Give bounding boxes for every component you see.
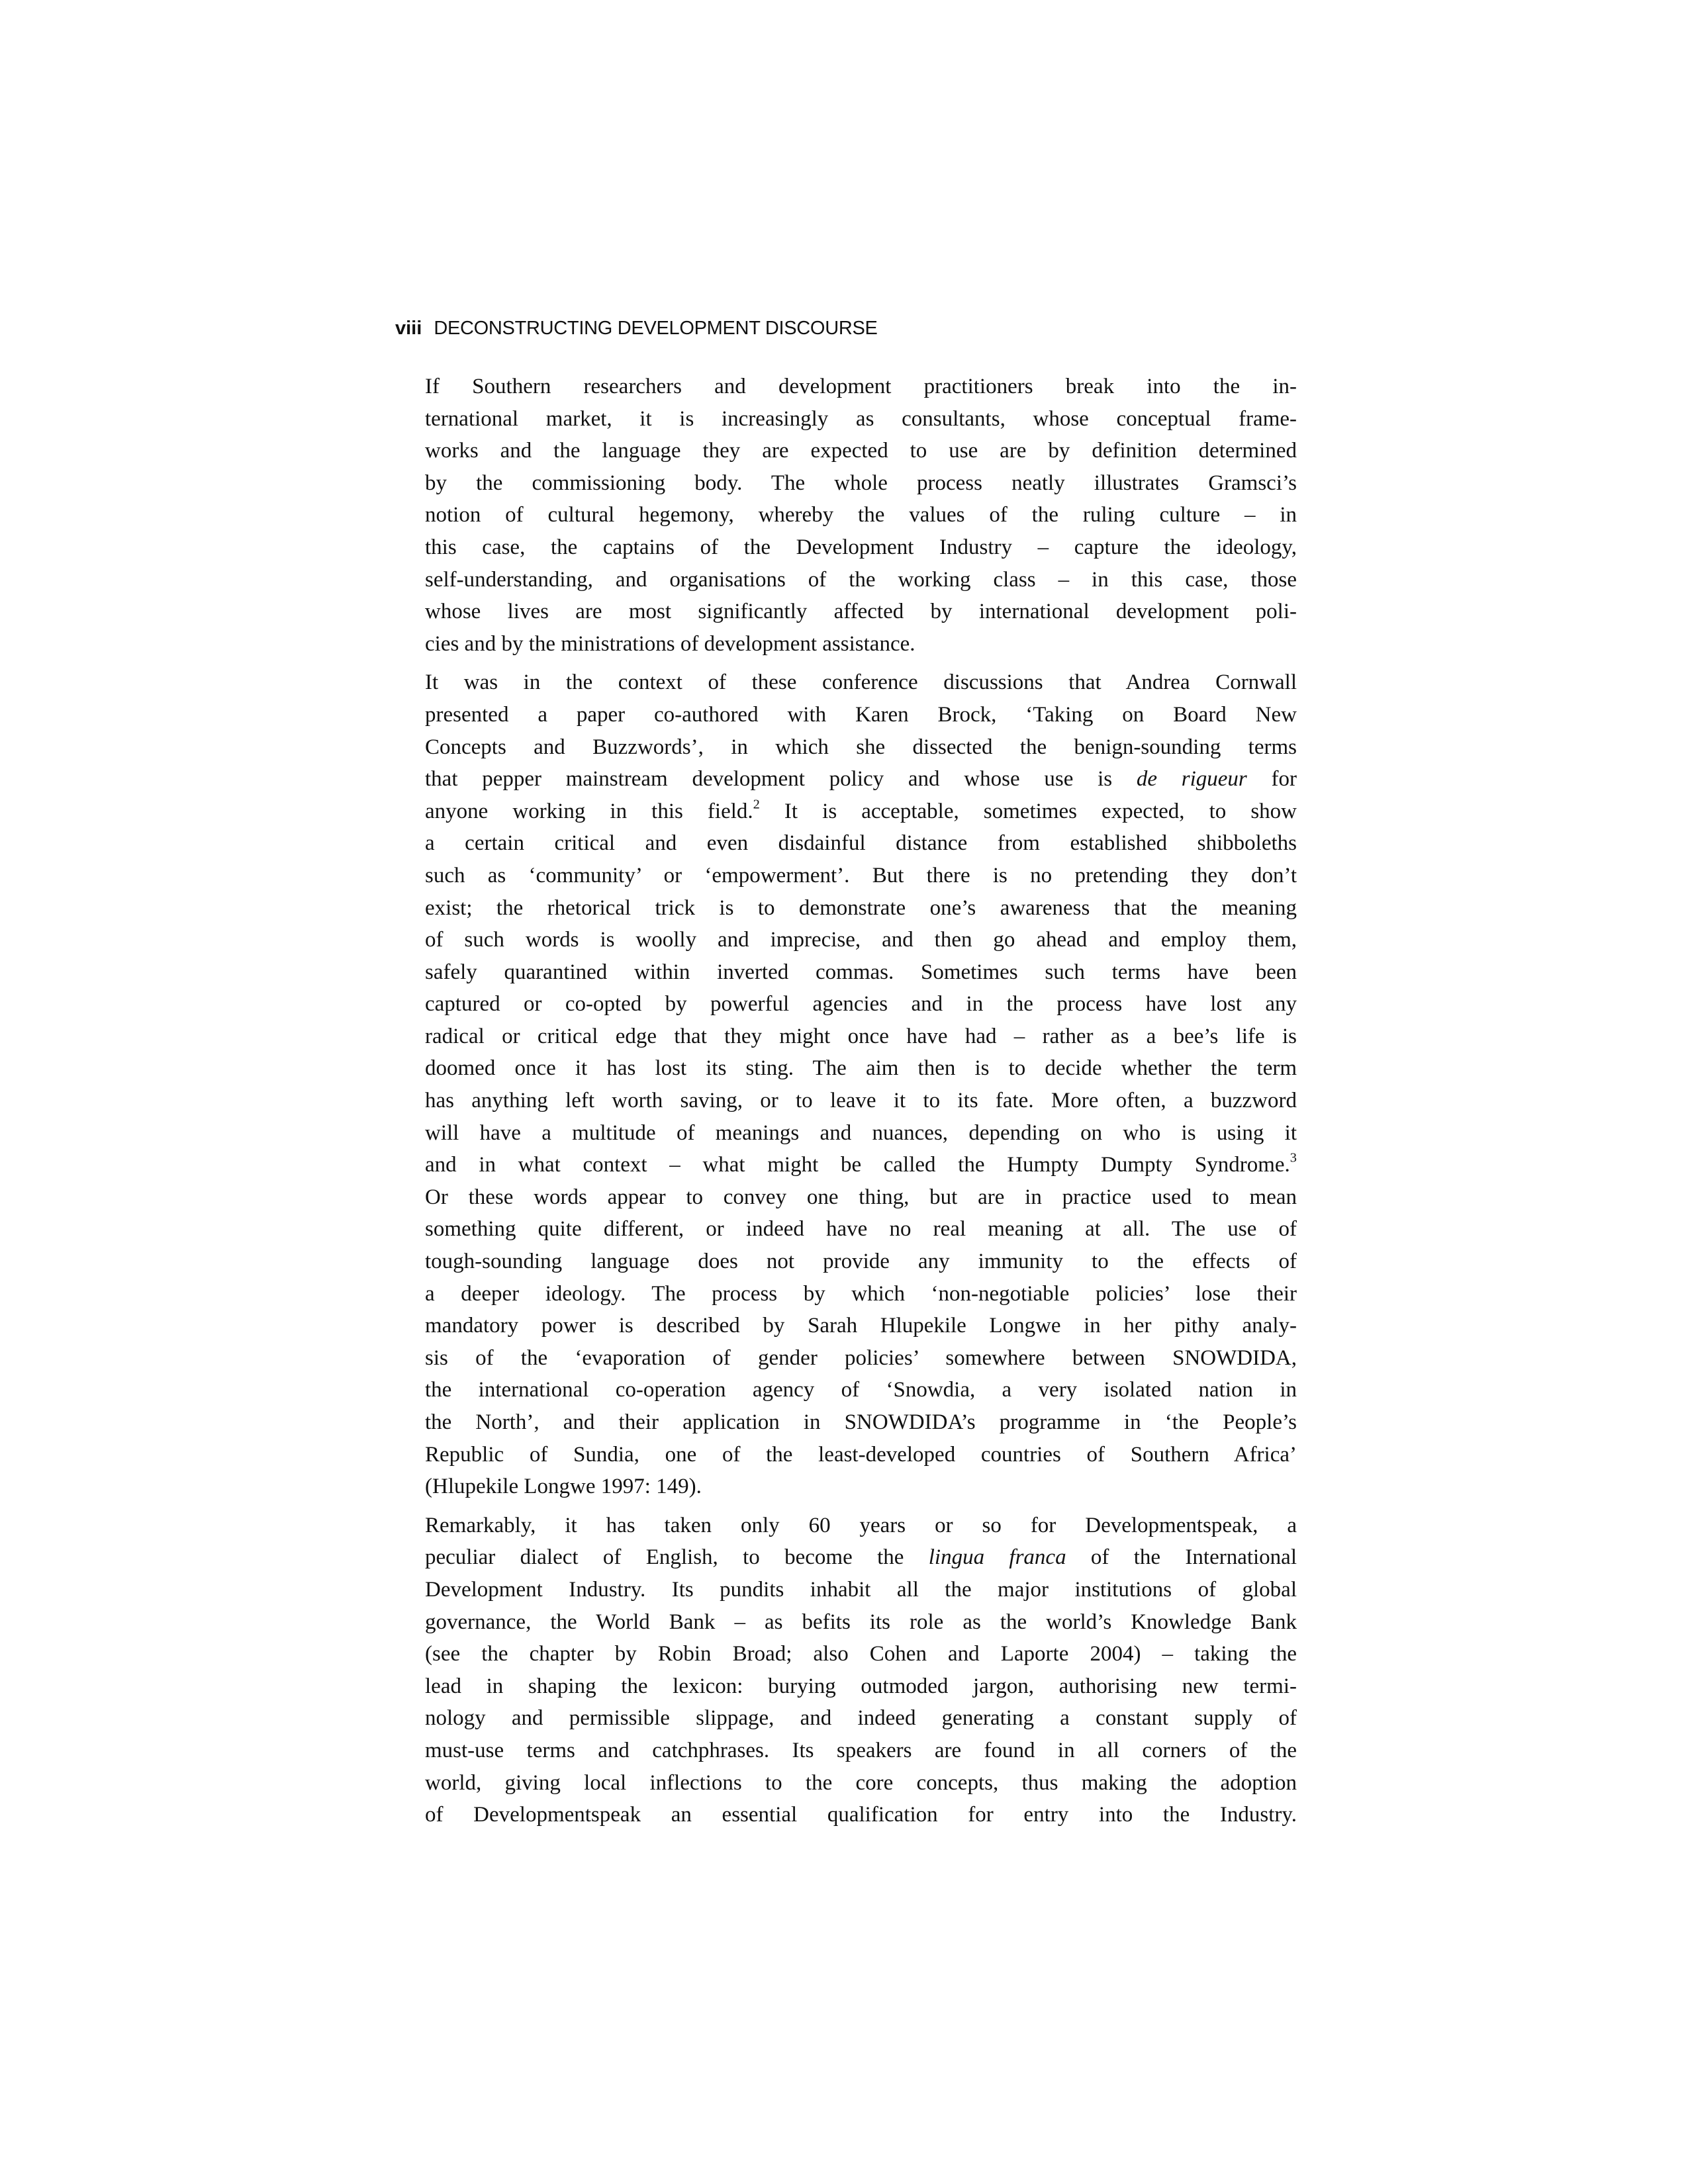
text-line: If Southern researchers and development practitioners break into the in- [425,375,1297,398]
text-line: doomed once it has lost its sting. The aim then is to decide whether the term [425,1056,1297,1081]
text-line: ternational market, it is increasingly as consultants, whose conceptual frame- [425,406,1297,431]
text-line: something quite different, or indeed have no real meaning at all. The use of [425,1217,1297,1242]
text-run: of the International [1066,1545,1297,1570]
text-line: of Developmentspeak an essential qualification for entry into the Industry. [425,1803,1297,1827]
text-run: for [1246,767,1297,792]
text-line: radical or critical edge that they might once have had – rather as a bee’s life is [425,1024,1297,1048]
text-line: lead in shaping the lexicon: burying outmoded jargon, authorising new termi- [425,1674,1297,1698]
paragraph-3 [395,1510,1297,1831]
text-line: of such words is woolly and imprecise, and then go ahead and employ them, [425,928,1297,952]
footnote-marker: 3 [1289,1150,1297,1165]
text-run: It is acceptable, sometimes expected, to show [759,799,1297,823]
text-run: that pepper mainstream development policy and whose use is [425,767,1137,792]
text-line [395,796,1297,828]
text-line: tough-sounding language does not provide any immunity to the effects of [425,1250,1297,1274]
text-line: presented a paper co-authored with Karen Brock, ‘Taking on Board New [425,702,1297,727]
running-head-title: DECONSTRUCTING DEVELOPMENT DISCOURSE [434,318,878,339]
footnote-marker: 2 [753,797,760,812]
text-run: anyone working in this field. [425,799,753,823]
text-line: this case, the captains of the Development Industry – capture the ideology, [425,535,1297,559]
text-run: and in what context – what might be called the Humpty Dumpty Syndrome. [425,1153,1290,1177]
paragraph-2 [395,666,1297,1502]
text-line: Republic of Sundia, one of the least-developed countries of Southern Africa’ [425,1442,1297,1467]
text-line: sis of the ‘evaporation of gender policies’ somewhere between SNOWDIDA, [425,1345,1297,1370]
running-header [395,316,1309,340]
text-line: world, giving local inflections to the core concepts, thus making the adoption [425,1770,1297,1795]
page-number: viii [395,318,422,339]
text-line: Concepts and Buzzwords’, in which she dissected the benign-sounding terms [425,735,1297,759]
text-line: Development Industry. Its pundits inhabit all the major institutions of global [425,1577,1297,1602]
text-line: must-use terms and catchphrases. Its speakers are found in all corners of the [425,1738,1297,1762]
text-line: Remarkably, it has taken only 60 years or so for Developmentspeak, a [425,1513,1297,1537]
text-run: peculiar dialect of English, to become the [425,1545,929,1570]
text-line: a certain critical and even disdainful distance from established shibboleths [425,831,1297,856]
text-line: the North’, and their application in SNOWDIDA’s programme in ‘the People’s [425,1410,1297,1434]
text-line: It was in the context of these conference discussions that Andrea Cornwall [425,670,1297,695]
text-line [395,1149,1297,1181]
text-line: governance, the World Bank – as befits its role as the world’s Knowledge Bank [425,1610,1297,1634]
text-line [395,763,1297,796]
text-line: self-understanding, and organisations of the working class – in this case, those [425,567,1297,592]
text-line: (see the chapter by Robin Broad; also Cohen and Laporte 2004) – taking the [425,1642,1297,1666]
italic-term: de rigueur [1136,767,1247,792]
text-line: captured or co-opted by powerful agencies and in the process have lost any [425,992,1297,1017]
text-line: such as ‘community’ or ‘empowerment’. But there is no pretending they don’t [425,863,1297,887]
text-line: mandatory power is described by Sarah Hlupekile Longwe in her pithy analy- [425,1314,1297,1338]
text-line: (Hlupekile Longwe 1997: 149). [425,1475,702,1499]
body-text [395,371,1297,1831]
text-line: the international co-operation agency of ‘Snowdia, a very isolated nation in [425,1378,1297,1402]
paragraph-1 [395,371,1297,660]
text-line: will have a multitude of meanings and nuances, depending on who is using it [425,1120,1297,1145]
text-line: cies and by the ministrations of development assistance. [425,631,915,656]
text-line: exist; the rhetorical trick is to demonstrate one’s awareness that the meaning [425,895,1297,920]
text-line: whose lives are most significantly affected by international development poli- [425,600,1297,624]
text-line: a deeper ideology. The process by which ‘non-negotiable policies’ lose their [425,1281,1297,1306]
italic-term: lingua franca [928,1545,1066,1570]
text-line: Or these words appear to convey one thing, but are in practice used to mean [425,1185,1297,1209]
text-line: nology and permissible slippage, and indeed generating a constant supply of [425,1706,1297,1731]
text-line: by the commissioning body. The whole process neatly illustrates Gramsci’s [425,471,1297,495]
text-line [395,1541,1297,1574]
text-line: works and the language they are expected to use are by definition determined [425,439,1297,463]
text-line: safely quarantined within inverted commas. Sometimes such terms have been [425,960,1297,984]
text-line: has anything left worth saving, or to leave it to its fate. More often, a buzzword [425,1089,1297,1113]
text-line: notion of cultural hegemony, whereby the values of the ruling culture – in [425,503,1297,527]
